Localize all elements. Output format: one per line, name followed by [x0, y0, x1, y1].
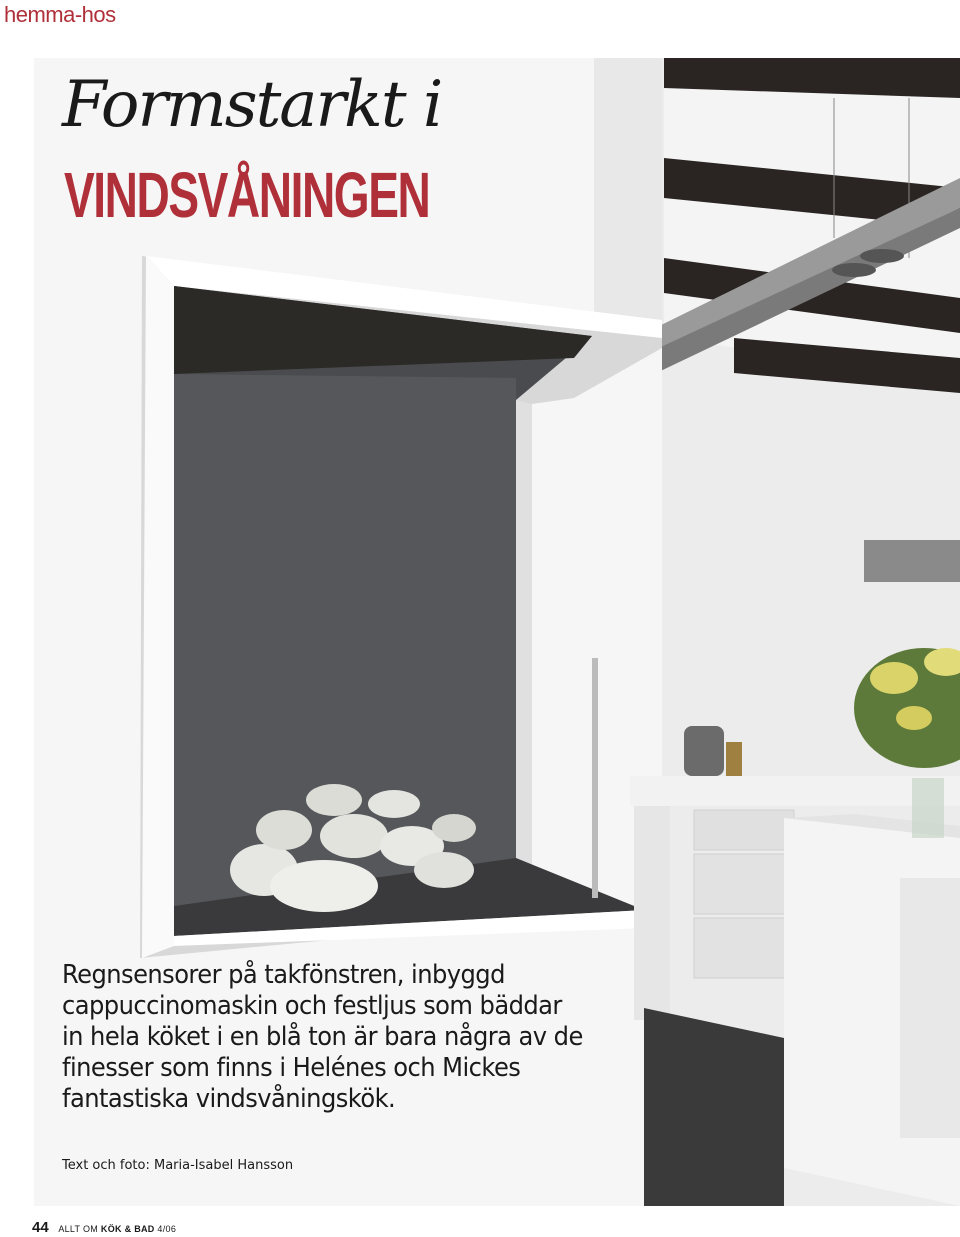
page-number: 44	[32, 1219, 49, 1236]
issue-number: 4/06	[157, 1224, 177, 1234]
article-photo	[34, 58, 960, 1206]
section-tag: hemma-hos	[4, 2, 116, 27]
byline-credit: Text och foto: Maria-Isabel Hansson	[62, 1158, 294, 1173]
magazine-prefix: ALLT OM	[58, 1224, 99, 1234]
magazine-title: KÖK & BAD	[100, 1224, 155, 1234]
headline-script: Formstarkt i	[62, 68, 442, 142]
lead-paragraph: Regnsensorer på takfönstren, inbyggd cappuccinomaskin och festljus som bäddar in hela köket i en blå ton är bara några av de finesser som finns i Helénes och Mickes fantastiska vindsvåningskök.	[62, 960, 583, 1114]
headline-main: VINDSVÅNINGEN	[64, 159, 430, 231]
page-footer	[32, 1219, 176, 1236]
magazine-name	[58, 1224, 176, 1234]
